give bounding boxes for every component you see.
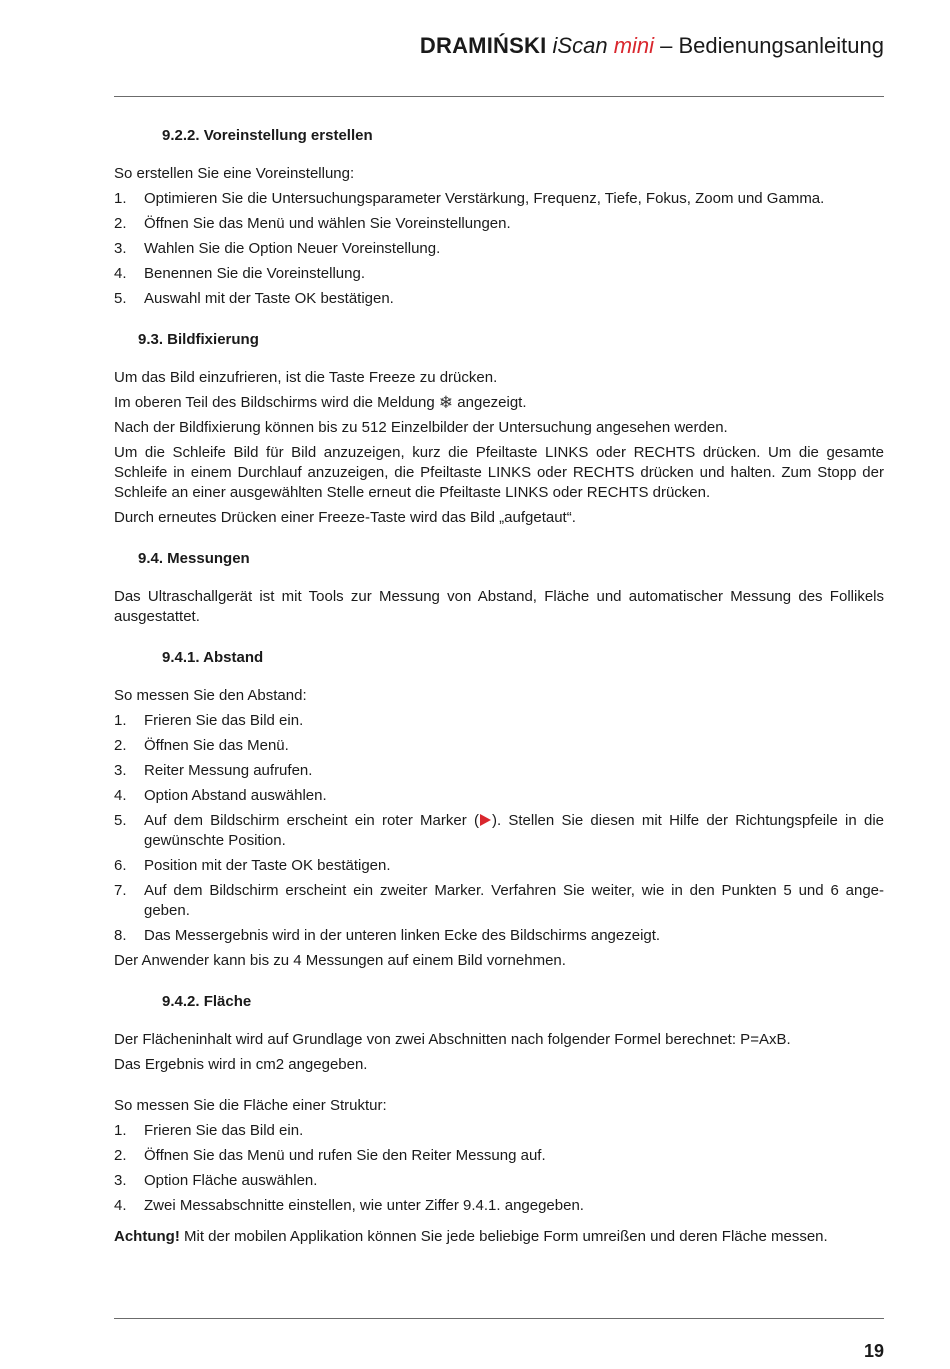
section-942-p2: Das Ergebnis wird in cm2 angegeben. bbox=[114, 1056, 368, 1073]
document-title: – Bedienungsanleitung bbox=[654, 33, 884, 58]
page-number: 19 bbox=[863, 1341, 884, 1361]
list-item: 3. Option Fläche auswählen. bbox=[114, 1172, 318, 1189]
list-item: 2. Öffnen Sie das Menü und wählen Sie Voreinstellungen. bbox=[114, 215, 511, 232]
list-item: 4. Zwei Messabschnitte einstellen, wie unter Ziffer 9.4.1. angegeben. bbox=[114, 1197, 584, 1214]
snowflake-icon: ❄ bbox=[438, 393, 454, 412]
section-941-steps bbox=[114, 711, 884, 946]
section-922-steps bbox=[114, 189, 884, 309]
model-suffix: mini bbox=[613, 33, 655, 58]
heading-9-3: 9.3. Bildfixierung bbox=[138, 331, 259, 348]
page-header-title bbox=[420, 33, 884, 59]
section-94-p1: Das Ultraschallgerät ist mit Tools zur Messung von Abstand, Fläche und automatischer Messung des Follikels ausgestattet. bbox=[114, 588, 884, 625]
list-item: 7. Auf dem Bildschirm erscheint ein zweiter Marker. Verfahren Sie weiter, wie in den Punkten 5 und 6 ange-geben. bbox=[114, 882, 884, 919]
list-item: 1. Frieren Sie das Bild ein. bbox=[114, 712, 304, 729]
attention-note: Achtung! Mit der mobilen Applikation können Sie jede beliebige Form umreißen und deren Fläche messen. bbox=[114, 1228, 828, 1245]
section-93-p3: Nach der Bildfixierung können bis zu 512 Einzelbilder der Untersuchung angesehen werden. bbox=[114, 419, 728, 436]
list-item: 4. Option Abstand auswählen. bbox=[114, 787, 327, 804]
red-triangle-marker-icon bbox=[480, 814, 491, 826]
attention-label: Achtung! bbox=[114, 1228, 180, 1245]
section-942-steps bbox=[114, 1121, 884, 1216]
list-item: 5. Auswahl mit der Taste OK bestätigen. bbox=[114, 290, 394, 307]
section-941-intro: So messen Sie den Abstand: bbox=[114, 687, 307, 704]
section-941-outro: Der Anwender kann bis zu 4 Messungen auf einem Bild vornehmen. bbox=[114, 952, 566, 969]
section-942-p1: Der Flächeninhalt wird auf Grundlage von zwei Abschnitten nach folgender Formel berechnet: P=AxB. bbox=[114, 1031, 791, 1048]
section-93-p2: Im oberen Teil des Bildschirms wird die Meldung ❄ angezeigt. bbox=[114, 393, 527, 412]
model-name: iScan bbox=[552, 33, 608, 58]
section-93-p4: Um die Schleife Bild für Bild anzuzeigen, kurz die Pfeiltaste LINKS oder RECHTS drücken. Um die gesamte Schleife in einem Durchlauf anzuzeigen, die Pfeiltaste LINKS oder RECHTS drücken und halten. Zum Stopp der Schleife an einer ausgewählten Stelle erneut die Pfeiltaste LINKS oder RECHTS drücken. bbox=[114, 444, 884, 501]
section-93-p1: Um das Bild einzufrieren, ist die Taste Freeze zu drücken. bbox=[114, 369, 498, 386]
page-content bbox=[114, 126, 884, 1252]
heading-9-2-2: 9.2.2. Voreinstellung erstellen bbox=[162, 127, 373, 144]
list-item: 3. Reiter Messung aufrufen. bbox=[114, 762, 313, 779]
brand-name: DRAMIŃSKI bbox=[419, 33, 547, 58]
list-item: 3. Wahlen Sie die Option Neuer Voreinstellung. bbox=[114, 240, 441, 257]
section-93-p5: Durch erneutes Drücken einer Freeze-Taste wird das Bild „aufgetaut“. bbox=[114, 509, 576, 526]
list-item: 8. Das Messergebnis wird in der unteren linken Ecke des Bildschirms angezeigt. bbox=[114, 927, 661, 944]
list-item: 1. Frieren Sie das Bild ein. bbox=[114, 1122, 304, 1139]
list-item: 4. Benennen Sie die Voreinstellung. bbox=[114, 265, 366, 282]
heading-9-4-1: 9.4.1. Abstand bbox=[162, 649, 264, 666]
section-942-intro: So messen Sie die Fläche einer Struktur: bbox=[114, 1097, 387, 1114]
list-item: 2. Öffnen Sie das Menü und rufen Sie den Reiter Messung auf. bbox=[114, 1147, 546, 1164]
list-item: 2. Öffnen Sie das Menü. bbox=[114, 737, 289, 754]
header-divider bbox=[114, 96, 884, 97]
list-item: 5. Auf dem Bildschirm erscheint ein roter Marker ( ). Stellen Sie diesen mit Hilfe der Richtungspfeile in die gewünschte Position. bbox=[114, 812, 884, 849]
list-item: 1. Optimieren Sie die Untersuchungsparameter Verstärkung, Frequenz, Tiefe, Fokus, Zoom und Gamma. bbox=[114, 190, 825, 207]
heading-9-4: 9.4. Messungen bbox=[138, 550, 250, 567]
footer-divider bbox=[114, 1318, 884, 1319]
heading-9-4-2: 9.4.2. Fläche bbox=[162, 993, 252, 1010]
section-922-intro: So erstellen Sie eine Voreinstellung: bbox=[114, 165, 355, 182]
list-item: 6. Position mit der Taste OK bestätigen. bbox=[114, 857, 391, 874]
